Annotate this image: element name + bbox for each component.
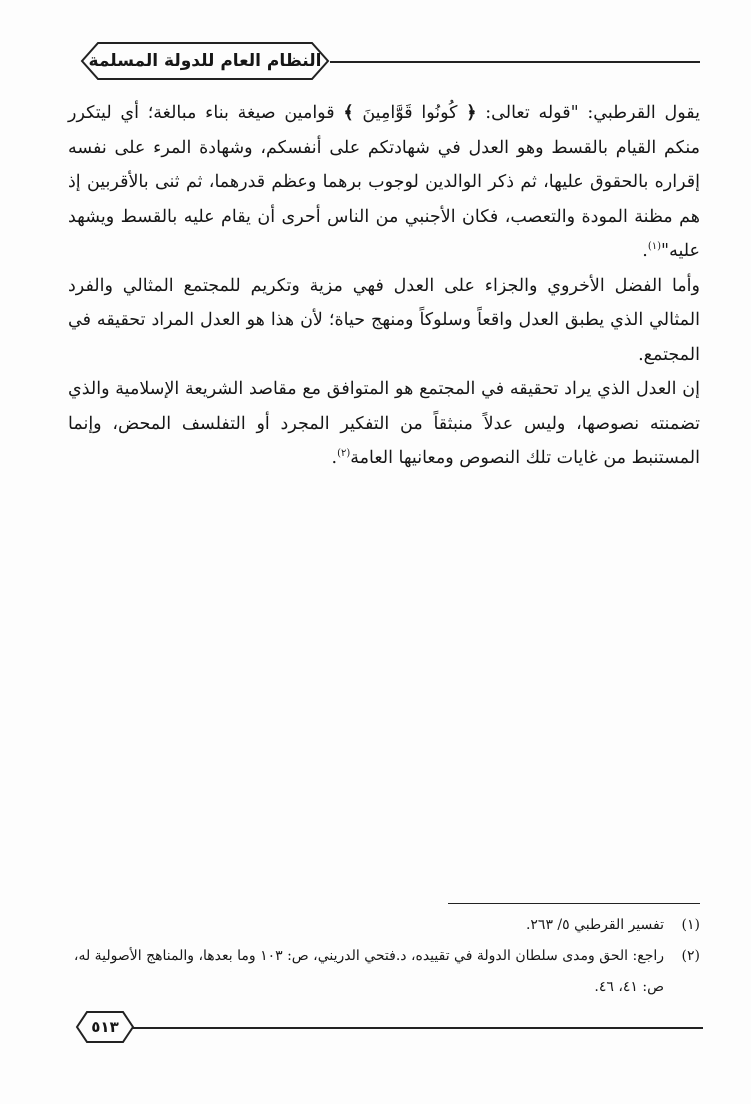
quran-quote: كُونُوا قَوَّامِينَ [353,103,467,123]
footer-rule [133,1027,703,1029]
running-header-title: النظام العام للدولة المسلمة [88,51,322,71]
footnote-ref-2[interactable]: (٢) [337,448,351,460]
footnote-2 [68,941,700,1003]
paragraph-1-body: قوامين صيغة بناء مبالغة؛ أي ليتكرر منكم القيام بالقسط وهو العدل في شهادتكم على أنفسكم، وشهادة المرء على نفسه إقراره بالحقوق عليها، ثم ذكر الوالدين لوجوب برهما وعظم قدرهما، ثم ثنى بالأقربين إذ هم مظنة المودة والتعصب، فكان الأجنبي من الناس أحرى أن يقام عليه بالقسط ويشهد عليه" [68,103,700,261]
paragraph-3 [68,372,700,476]
page-number: ٥١٣ [91,1018,119,1036]
footnote-ref-1[interactable]: (١) [647,241,662,253]
quran-bracket-open: ﴿ [466,103,477,123]
footnote-text: تفسير القرطبي ٥/ ٢٦٣. [525,917,664,933]
paragraph-2: وأما الفضل الأخروي والجزاء على العدل فهي مزية وتكريم للمجتمع المثالي والفرد المثالي الذي يطبق العدل واقعاً وسلوكاً ومنهج حياة؛ لأن هذا هو العدل المراد تحقيقه في المجتمع. [68,275,700,365]
paragraph-1-end: . [642,241,648,261]
footnotes [68,910,700,1003]
footnote-number: (٢) [681,948,700,964]
paragraph-3-end: . [331,448,338,468]
header-rule [330,61,700,63]
footnote-text: راجع: الحق ومدى سلطان الدولة في تقييده، د.فتحي الدريني، ص: ١٠٣ وما بعدها، والمناهج الأصولية له، ص: ٤١، ٤٦. [73,948,664,995]
footnote-number: (١) [681,917,700,933]
quran-bracket-close: ﴾ [343,103,354,123]
footnote-separator [448,903,700,904]
main-text [68,96,700,476]
footnote-1 [68,910,700,941]
paragraph-1 [68,96,700,269]
paragraph-1-intro: يقول القرطبي: "قوله تعالى: [476,103,701,123]
paragraph-3-body: إن العدل الذي يراد تحقيقه في المجتمع هو المتوافق مع مقاصد الشريعة الإسلامية والذي تضمنته نصوصها، وليس عدلاً منبثقاً من التفكير المجرد أو التفلسف المحض، وإنما المستنبط من غايات تلك النصوص ومعانيها العامة [68,379,700,468]
page-number-badge [75,1010,135,1044]
running-header [80,40,330,82]
